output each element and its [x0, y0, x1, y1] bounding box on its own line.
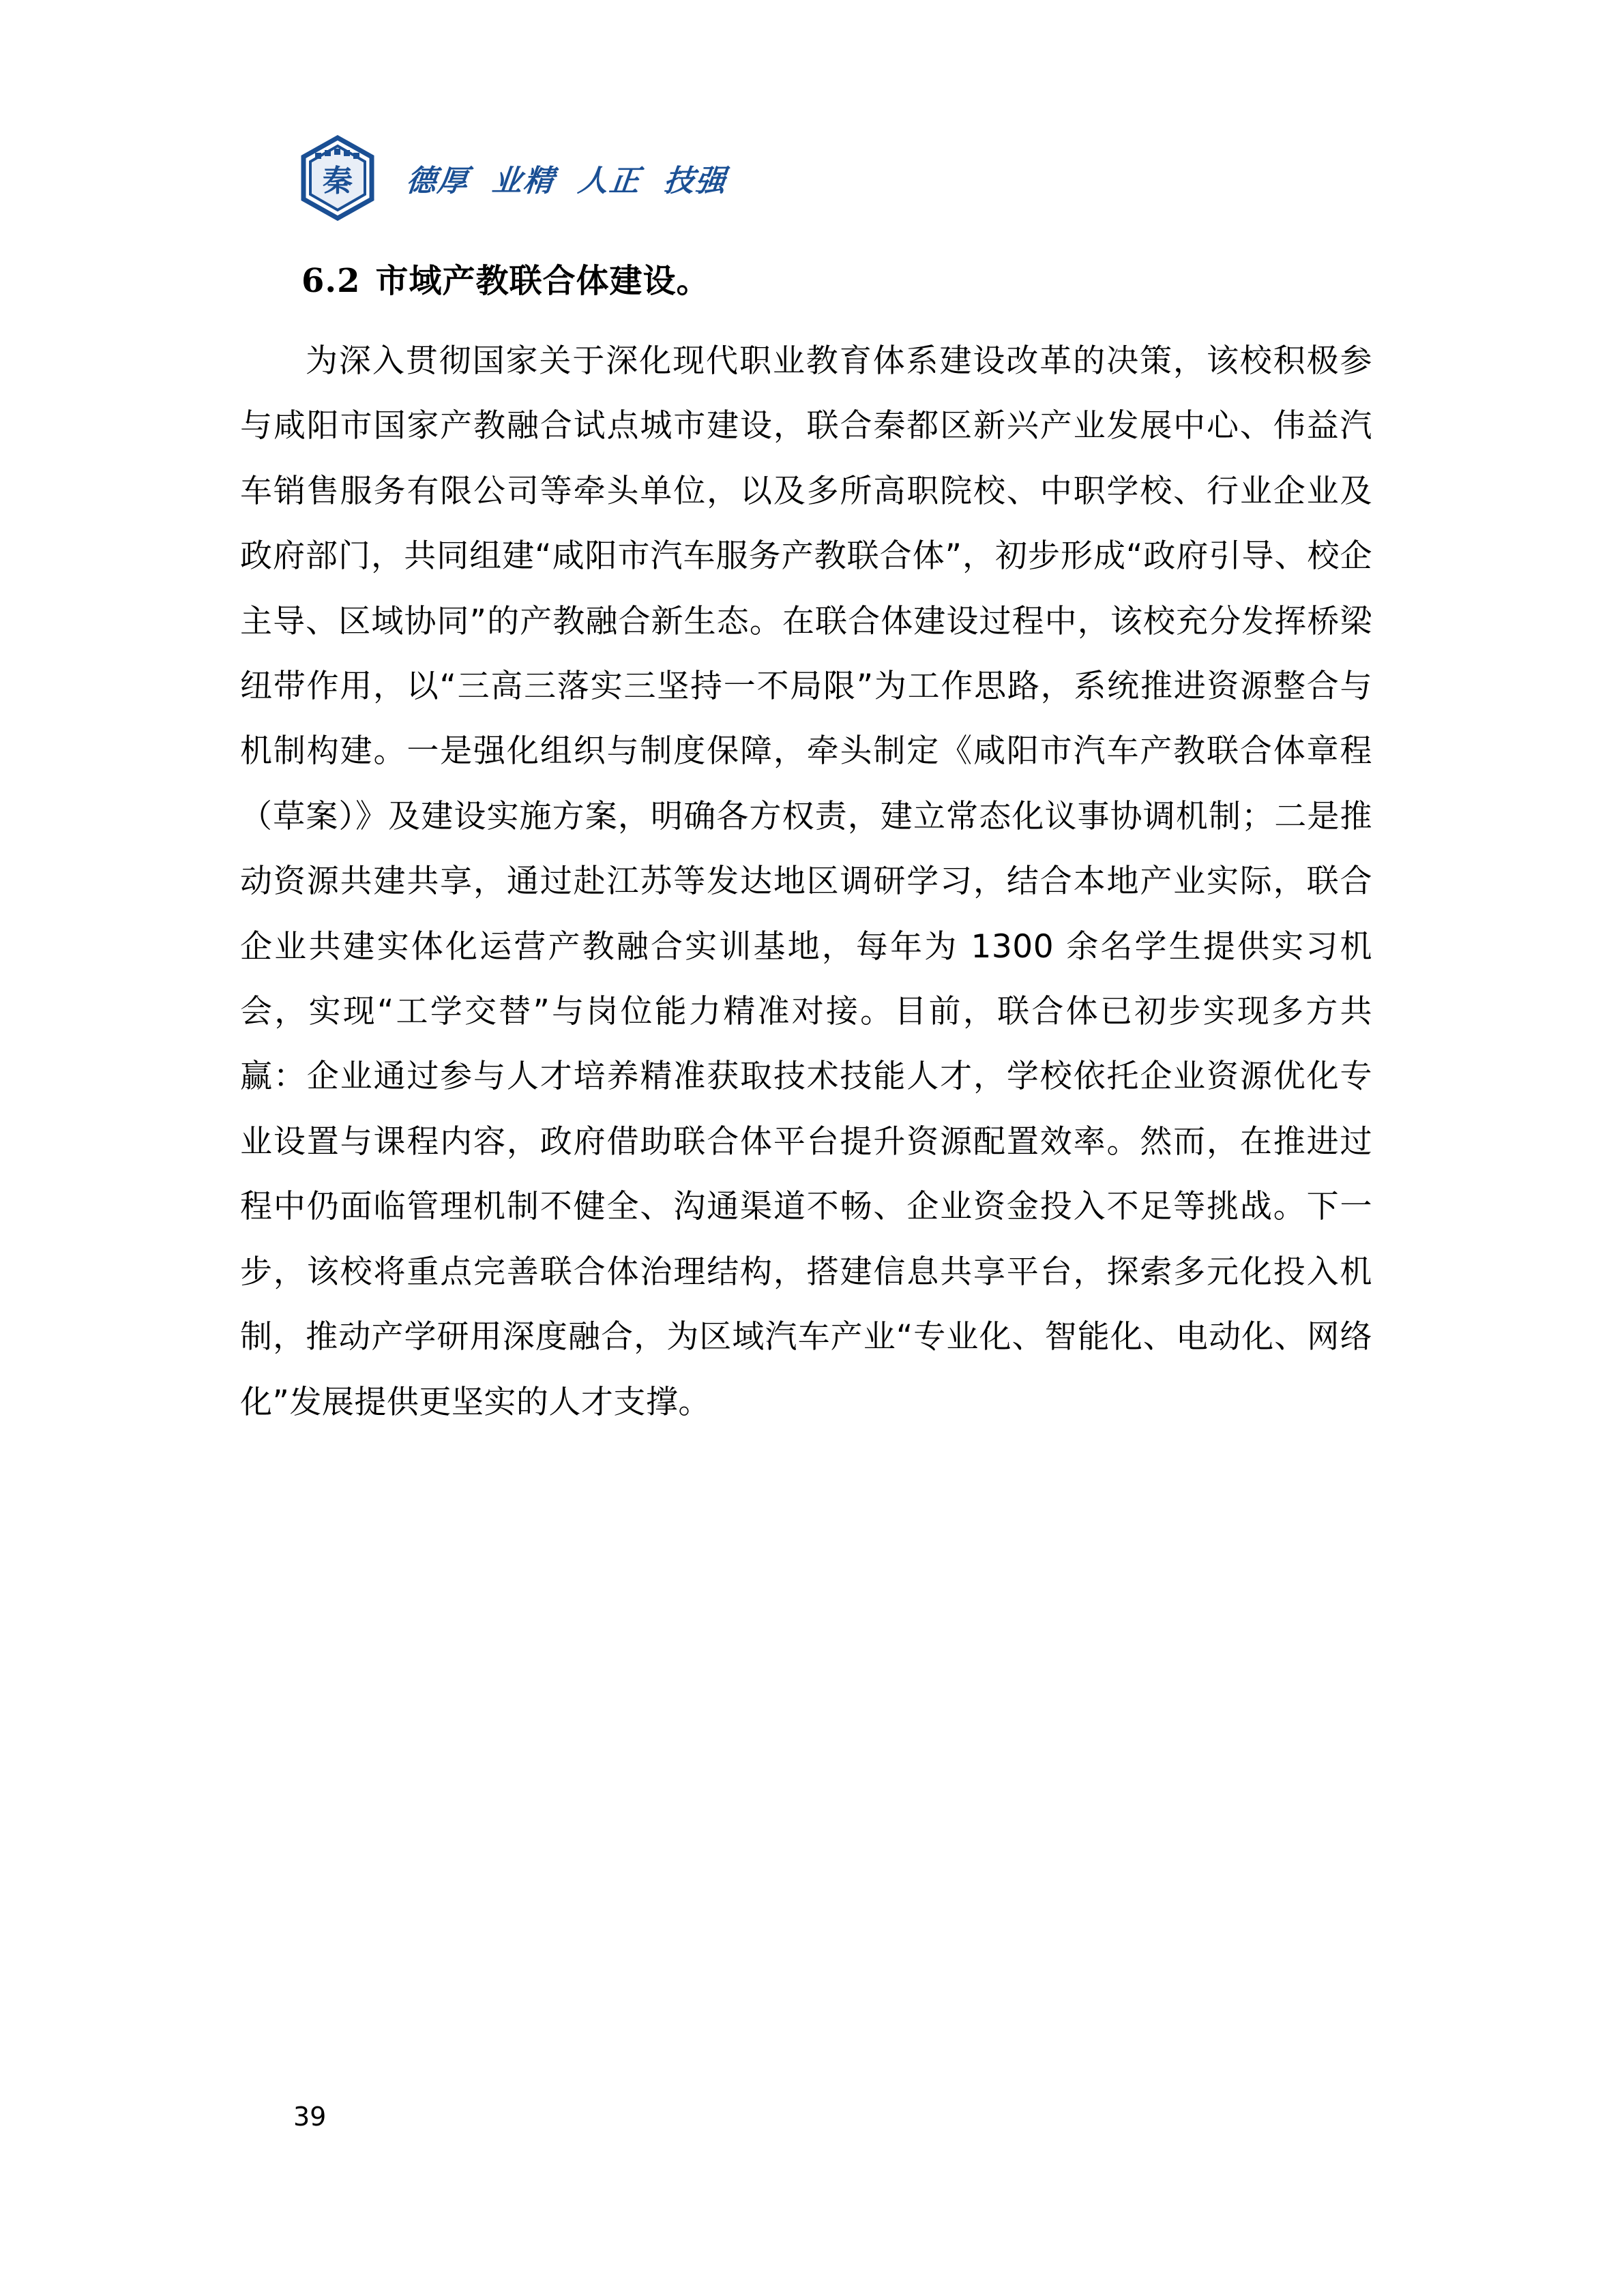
motto-part-1: 德厚 [404, 164, 471, 198]
motto-part-3: 人正 [576, 164, 643, 198]
school-crest-icon [295, 135, 381, 221]
section-paragraph: 为深入贯彻国家关于深化现代职业教育体系建设改革的决策，该校积极参与咸阳市国家产教融合试点城市建设，联合秦都区新兴产业发展中心、伟益汽车销售服务有限公司等牵头单位，以及多所高职院校、中职学校、行业企业及政府部门，共同组建“咸阳市汽车服务产教联合体”，初步形成“政府引导、校企主导、区域协同”的产教融合新生态。在联合体建设过程中，该校充分发挥桥梁纽带作用，以“三高三落实三坚持一不局限”为工作思路，系统推进资源整合与机制构建。一是强化组织与制度保障，牵头制定《咸阳市汽车产教联合体章程（草案）》及建设实施方案，明确各方权责，建立常态化议事协调机制；二是推动资源共建共享，通过赴江苏等发达地区调研学习，结合本地产业实际，联合企业共建实体化运营产教融合实训基地，每年为 1300 余名学生提供实习机会，实现“工学交替”与岗位能力精准对接。目前，联合体已初步实现多方共赢：企业通过参与人才培养精准获取技术技能人才，学校依托企业资源优化专业设置与课程内容，政府借助联合体平台提升资源配置效率。然而，在推进过程中仍面临管理机制不健全、沟通渠道不畅、企业资金投入不足等挑战。下一步，该校将重点完善联合体治理结构，搭建信息共享平台，探索多元化投入机制，推动产学研用深度融合，为区域汽车产业“专业化、智能化、电动化、网络化”发展提供更坚实的人才支撑。 [240, 342, 1372, 1421]
letterhead [295, 135, 727, 221]
motto-part-4: 技强 [662, 164, 729, 198]
section-title: 市域产教联合体建设。 [375, 262, 710, 300]
motto-part-2: 业精 [490, 164, 557, 198]
document-body [240, 256, 1372, 1435]
svg-text:秦: 秦 [323, 164, 353, 198]
page-number: 39 [293, 2102, 327, 2132]
school-motto [404, 156, 730, 200]
section-number: 6.2 [301, 262, 361, 300]
section-heading [240, 256, 1372, 305]
